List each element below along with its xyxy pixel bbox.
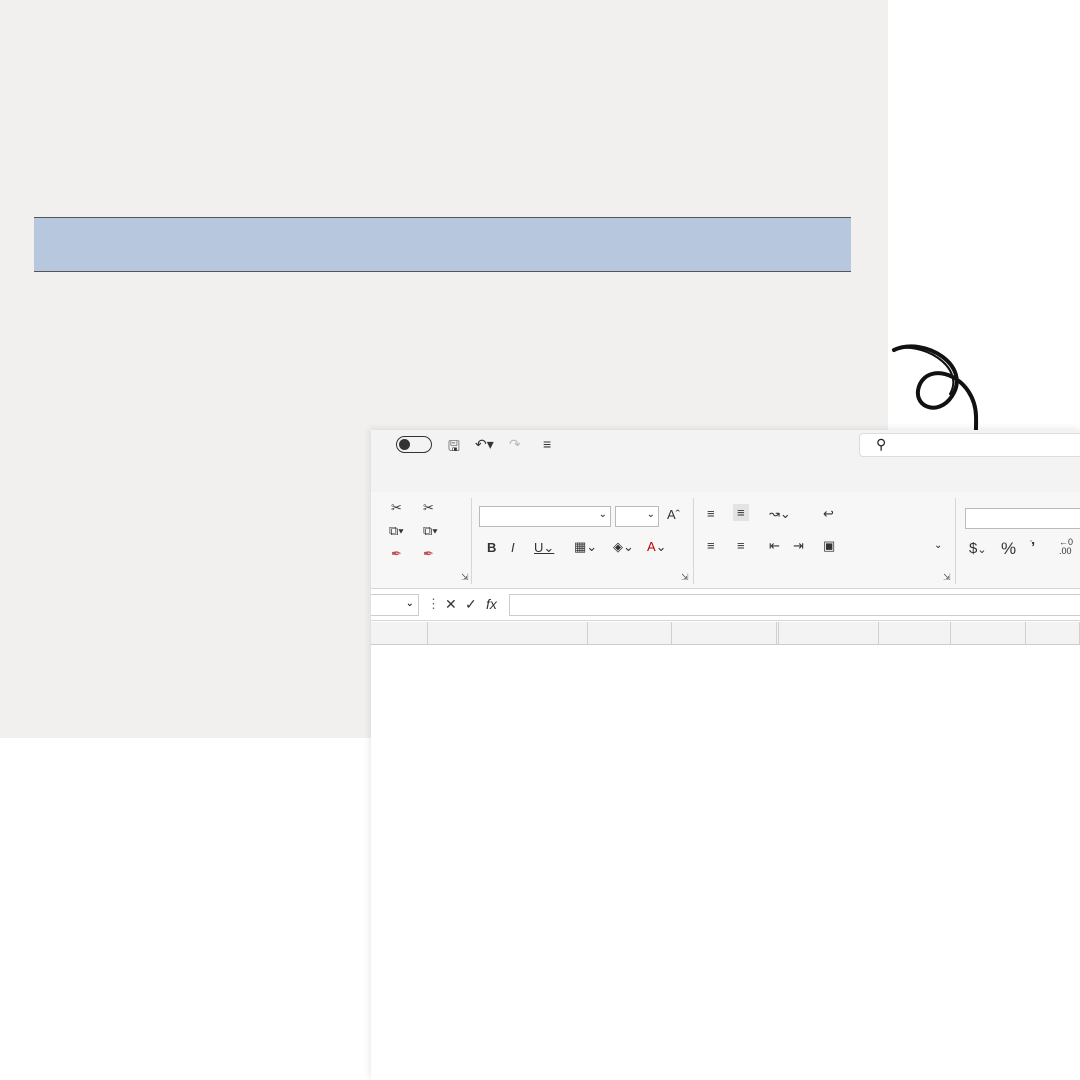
- col-header: [410, 218, 488, 272]
- column-headers: [371, 622, 1080, 645]
- table-header-row: [34, 218, 851, 272]
- align-middle-icon[interactable]: ≡: [733, 504, 749, 521]
- align-center-icon[interactable]: ≡: [737, 538, 745, 553]
- currency-icon[interactable]: $⌄: [969, 540, 987, 557]
- group-separator: [471, 498, 472, 584]
- save-icon[interactable]: 🖫: [448, 438, 460, 454]
- col-header: [488, 218, 568, 272]
- dialog-launcher-icon[interactable]: ⇲: [943, 572, 951, 582]
- italic-icon[interactable]: I: [511, 540, 515, 555]
- column-header-A[interactable]: [371, 622, 428, 644]
- search-box[interactable]: [859, 433, 1080, 457]
- loss-run-table: [34, 217, 851, 272]
- column-header-I[interactable]: [1026, 622, 1080, 644]
- column-header-C[interactable]: [588, 622, 672, 644]
- col-header: [662, 218, 738, 272]
- undo-icon[interactable]: ↶▾: [475, 436, 494, 452]
- align-left-icon[interactable]: ≡: [707, 538, 715, 553]
- increase-font-icon[interactable]: Aˆ: [667, 507, 680, 522]
- column-header-B[interactable]: [428, 622, 588, 644]
- paste-icon[interactable]: ⧉▾: [423, 523, 438, 538]
- search-icon: ⚲: [876, 436, 887, 452]
- dialog-launcher-icon[interactable]: ⇲: [681, 572, 689, 582]
- decrease-decimal-icon[interactable]: ←0 .00: [1059, 537, 1074, 556]
- underline-icon[interactable]: U⌄: [534, 540, 555, 555]
- col-header: [182, 218, 274, 272]
- group-separator: [955, 498, 956, 584]
- comma-style-icon[interactable]: ֹ’: [1031, 539, 1036, 556]
- cut-icon[interactable]: ✂: [391, 500, 402, 515]
- title-bar: [371, 430, 1080, 460]
- chevron-down-icon: ⌄: [598, 509, 607, 520]
- customize-toolbar-icon[interactable]: ≡: [543, 436, 552, 452]
- name-box[interactable]: [371, 594, 419, 616]
- col-header: [342, 218, 410, 272]
- column-header-F[interactable]: [777, 622, 879, 644]
- function-icon[interactable]: fx: [486, 596, 497, 612]
- merge-icon[interactable]: ▣: [823, 538, 836, 553]
- col-header: [568, 218, 662, 272]
- dialog-launcher-icon[interactable]: ⇲: [461, 572, 469, 582]
- ribbon-tabs: [371, 460, 1080, 492]
- bold-icon[interactable]: B: [487, 540, 497, 555]
- autosave-toggle[interactable]: [396, 436, 432, 453]
- copy-icon[interactable]: ⧉▾: [389, 523, 404, 538]
- more-options-icon[interactable]: ⋮: [427, 596, 440, 611]
- col-header: [274, 218, 342, 272]
- format-painter-icon[interactable]: ✒: [391, 546, 402, 561]
- decrease-indent-icon[interactable]: ⇤: [769, 538, 780, 553]
- wrap-text-icon[interactable]: ↩: [823, 506, 834, 521]
- align-top-icon[interactable]: ≡: [707, 506, 715, 521]
- brush-icon[interactable]: ✒: [423, 546, 434, 561]
- formula-bar: [371, 590, 1080, 621]
- cancel-icon[interactable]: ✕: [445, 596, 457, 612]
- excel-window: [371, 430, 1080, 1080]
- formula-input[interactable]: [509, 594, 1080, 616]
- fill-color-icon[interactable]: ◈⌄: [613, 539, 634, 554]
- number-format-select[interactable]: [965, 508, 1080, 529]
- ribbon: [371, 492, 1080, 589]
- font-color-icon[interactable]: A⌄: [647, 539, 667, 554]
- chevron-down-icon: ⌄: [646, 509, 655, 520]
- chevron-down-icon[interactable]: ⌄: [934, 540, 943, 551]
- toggle-knob: [399, 439, 410, 450]
- percent-icon[interactable]: %: [1001, 539, 1017, 558]
- group-separator: [693, 498, 694, 584]
- column-header-H[interactable]: [951, 622, 1026, 644]
- col-header: [34, 218, 182, 272]
- enter-icon[interactable]: ✓: [465, 596, 477, 612]
- borders-icon[interactable]: ▦⌄: [574, 539, 598, 554]
- font-size-select[interactable]: [615, 506, 659, 527]
- scissors-icon[interactable]: ✂: [423, 500, 434, 515]
- font-name-select[interactable]: [479, 506, 611, 527]
- column-header-G[interactable]: [879, 622, 951, 644]
- increase-indent-icon[interactable]: ⇥: [793, 538, 804, 553]
- col-header: [738, 218, 851, 272]
- orientation-icon[interactable]: ↝⌄: [769, 506, 791, 521]
- redo-icon[interactable]: ↷: [509, 436, 521, 452]
- chevron-down-icon: ⌄: [405, 598, 414, 609]
